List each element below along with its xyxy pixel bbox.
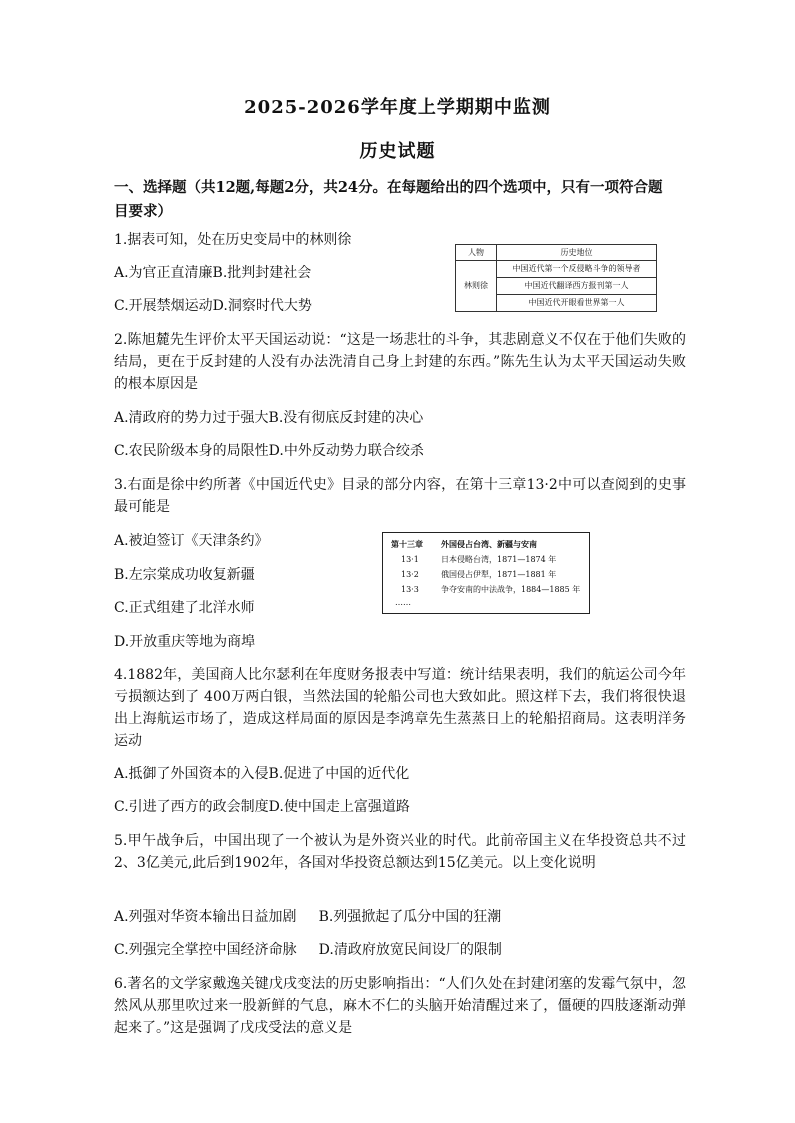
table-header-status: 历史地位 (497, 245, 657, 261)
q2-options-cd: C.农民阶级本身的局限性D.中外反动势力联合绞杀 (114, 443, 424, 459)
q1-table (455, 244, 657, 312)
q4-options-ab: A.抵御了外国资本的入侵B.促进了中国的近代化 (114, 766, 410, 782)
q5-options-ab (114, 907, 501, 927)
table-row: 中国近代第一个反侵略斗争的领导者 (497, 260, 657, 277)
q1-options-cd: C.开展禁烟运动D.洞察时代大势 (114, 298, 312, 314)
section-heading: 一、选择题（共12题,每题2分，共24分。在每题给出的四个选项中，只有一项符合题目要求） (114, 179, 663, 220)
box-item-text: 俄国侵占伊犁，1871—1881 年 (441, 570, 557, 579)
q3-stem: 3.右面是徐中约所著《中国近代史》目录的部分内容，在第十三章13·2中可以查阅到的史事最可能是 (114, 477, 686, 515)
exam-title: 2025-2026学年度上学期期中监测 (244, 97, 551, 118)
q5-option-c: C.列强完全掌控中国经济命脉 (114, 942, 297, 958)
box-ellipsis: …… (395, 598, 411, 607)
q5-stem: 5.甲午战争后，中国出现了一个被认为是外资兴业的时代。此前帝国主义在华投资总共不过2、3亿美元,此后到1902年，各国对华投资总额达到15亿美元。以上变化说明 (114, 833, 686, 871)
box-item-text: 日本侵略台湾，1871—1874 年 (441, 555, 557, 564)
q5-options-cd (114, 940, 502, 960)
box-item-num: 13·1 (401, 555, 419, 564)
q4-options-cd: C.引进了西方的政会制度D.使中国走上富强道路 (114, 799, 410, 815)
q3-option-b: B.左宗棠成功收复新疆 (114, 567, 255, 583)
q1-stem: 1.据表可知，处在历史变局中的林则徐 (114, 232, 352, 248)
q3-option-d: D.开放重庆等地为商埠 (114, 634, 256, 650)
q6-stem: 6.著名的文学家戴逸关键戊戌变法的历史影响指出：“人们久处在封建闭塞的发霉气氛中，忽然风从那里吹过来一股新鲜的气息，麻木不仁的头脑开始清醒过来了，僵硬的四肢逐渐动弹起来了。”这是强调了戊戌受法的意义是 (114, 976, 686, 1036)
table-row: 中国近代开眼看世界第一人 (497, 294, 657, 311)
q2-stem: 2.陈旭麓先生评价太平天国运动说：“这是一场悲壮的斗争，其悲剧意义不仅在于他们失败的结局，更在于反封建的人没有办法洗清自己身上封建的东西。”陈先生认为太平天国运动失败的根本原因是 (114, 332, 686, 392)
q1-options-ab: A.为官正直清廉B.批判封建社会 (114, 265, 312, 281)
box-item-text: 争夺安南的中法战争，1884—1885 年 (441, 585, 581, 594)
box-chapter-title: 外国侵占台湾、新疆与安南 (441, 539, 537, 549)
q5-option-a: A.列强对华资本输出日益加剧 (114, 909, 297, 925)
box-item-num: 13·2 (401, 570, 419, 579)
q3-option-a: A.被迫签订《天津条约》 (114, 533, 269, 549)
box-item-num: 13·3 (401, 585, 419, 594)
q3-option-c: C.正式组建了北洋水师 (114, 600, 255, 616)
table-header-person: 人物 (456, 245, 497, 261)
q3-contents-box (382, 532, 590, 614)
box-chapter: 第十三章 (391, 539, 423, 549)
q5-option-b: B.列强掀起了瓜分中国的狂潮 (318, 909, 502, 925)
table-row: 中国近代翻译西方报刊第一人 (497, 277, 657, 294)
q4-stem: 4.1882年，美国商人比尔瑟利在年度财务报表中写道：统计结果表明，我们的航运公司今年亏损额达到了 400万两白银，当然法国的轮船公司也大致如此。照这样下去，我们将很快退出上海航运市场了，造成这样局面的原因是李鸿章先生蒸蒸日上的轮船招商局。这表明洋务运动 (114, 667, 686, 749)
table-person-name: 林则徐 (456, 260, 497, 311)
exam-subtitle: 历史试题 (359, 141, 436, 162)
q5-option-d: D.清政府放宽民间设厂的限制 (318, 942, 502, 958)
q2-options-ab: A.清政府的势力过于强大B.没有彻底反封建的决心 (114, 410, 424, 426)
